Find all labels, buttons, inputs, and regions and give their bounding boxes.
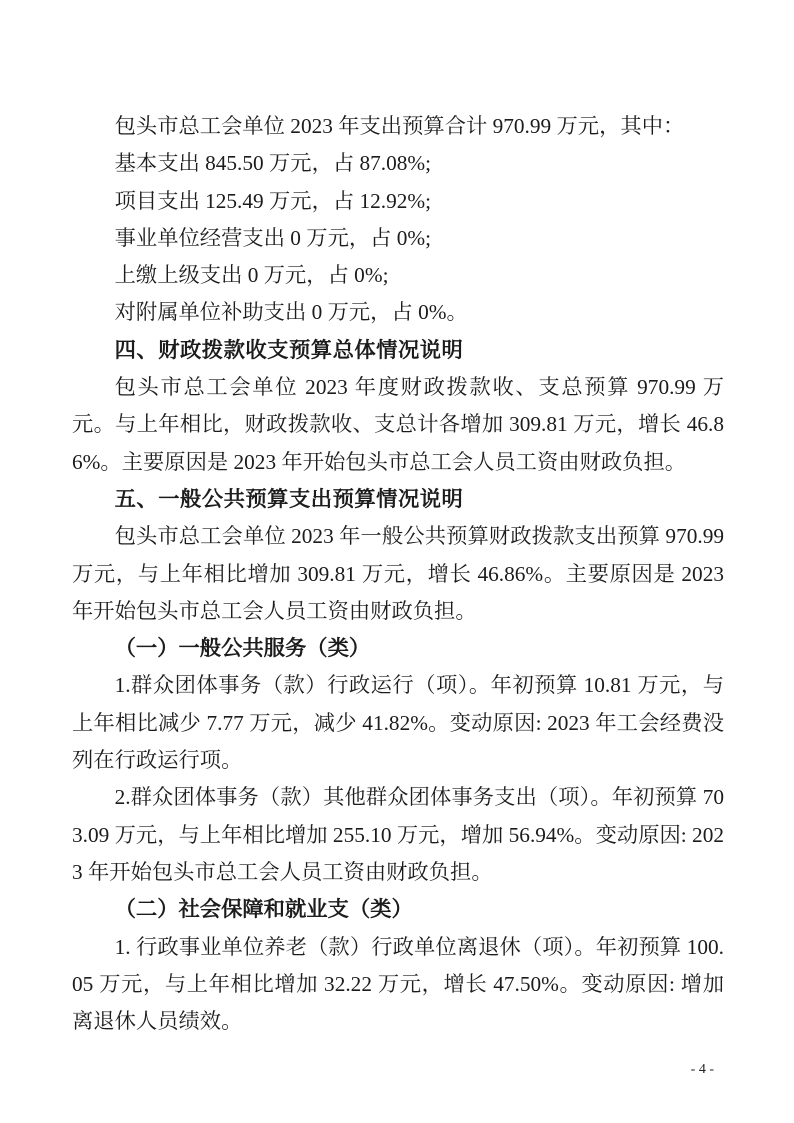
heading-section-four: 四、财政拨款收支预算总体情况说明 bbox=[114, 337, 464, 362]
document-body bbox=[72, 108, 724, 1040]
para-expense-item-basic: 基本支出 845.50 万元，占 87.08%; bbox=[114, 151, 432, 176]
para-expense-item-subsidy: 对附属单位补助支出 0 万元，占 0%。 bbox=[114, 300, 468, 325]
para-expense-item-upper-level: 上缴上级支出 0 万元，占 0%; bbox=[114, 263, 389, 288]
para-section-five: 包头市总工会单位 2023 年一般公共预算财政拨款支出预算 970.99 万元，与上年相比增加 309.81 万元，增长 46.86%。主要原因是 2023 年开始包头市总工会人员工资由财政负担。 bbox=[72, 524, 724, 623]
para-subsection-one-item-2: 2.群众团体事务（款）其他群众团体事务支出（项）。年初预算 703.09 万元，与上年相比增加 255.10 万元，增加 56.94%。变动原因: 2023 年开始包头市总工会人员工资由财政负担。 bbox=[72, 785, 724, 884]
para-expense-total: 包头市总工会单位 2023 年支出预算合计 970.99 万元，其中： bbox=[114, 114, 685, 138]
para-subsection-two-item-1: 1. 行政事业单位养老（款）行政单位离退休（项）。年初预算 100.05 万元，与上年相比增加 32.22 万元，增长 47.50%。变动原因: 增加离退休人员绩效。 bbox=[72, 934, 724, 1034]
page-number: - 4 - bbox=[690, 1062, 714, 1077]
para-expense-item-operating: 事业单位经营支出 0 万元，占 0%; bbox=[114, 225, 432, 250]
para-section-four: 包头市总工会单位 2023 年度财政拨款收、支总预算 970.99 万元。与上年相比，财政拨款收、支总计各增加 309.81 万元，增长 46.86%。主要原因是 2023 年开始包头市总工会人员工资由财政负担。 bbox=[72, 375, 724, 474]
para-subsection-one-item-1: 1.群众团体事务（款）行政运行（项）。年初预算 10.81 万元，与上年相比减少 7.77 万元，减少 41.82%。变动原因: 2023 年工会经费没列在行政运行项。 bbox=[72, 673, 724, 773]
heading-subsection-one-general-public-service: （一）一般公共服务（类） bbox=[114, 636, 371, 661]
para-expense-item-project: 项目支出 125.49 万元，占 12.92%; bbox=[114, 188, 432, 213]
heading-subsection-two-social-security: （二）社会保障和就业支（类） bbox=[114, 897, 413, 922]
heading-section-five: 五、一般公共预算支出预算情况说明 bbox=[114, 486, 464, 511]
